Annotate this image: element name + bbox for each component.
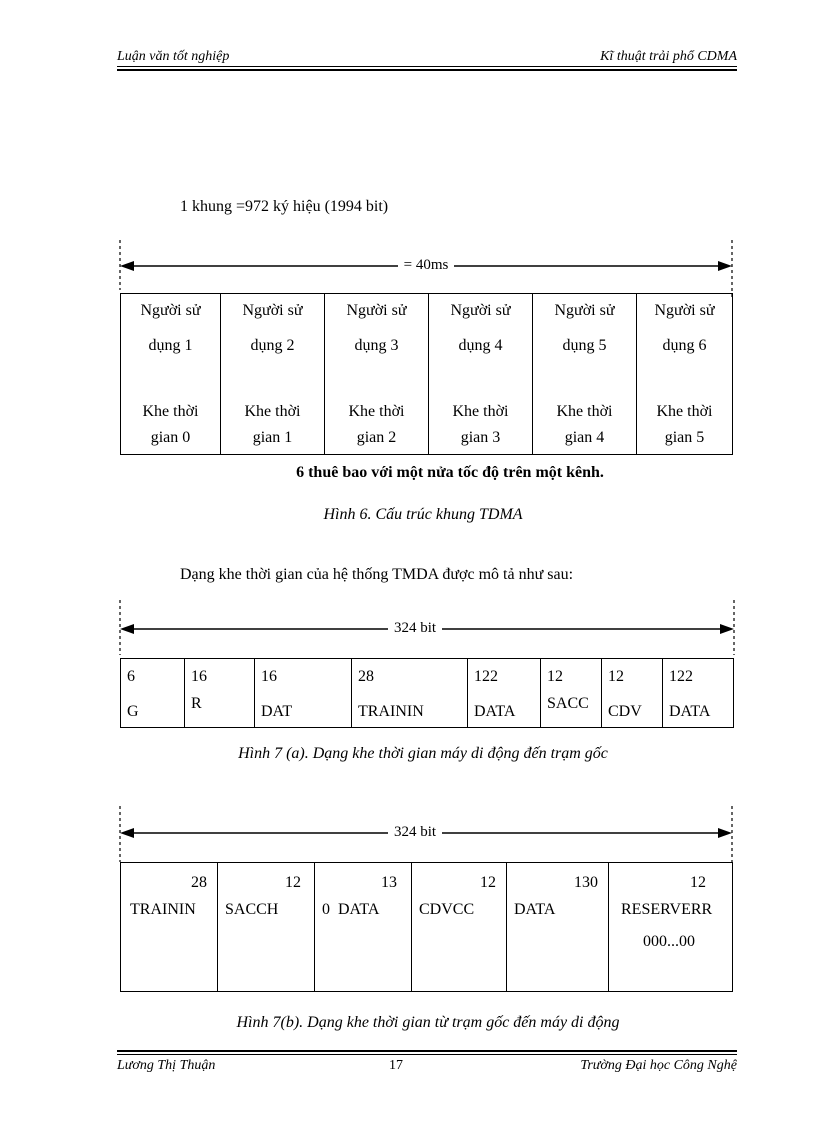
header-rule bbox=[117, 66, 737, 67]
field-cell bbox=[663, 659, 733, 727]
footer-rule-thick bbox=[117, 1050, 737, 1052]
field-name: DATA bbox=[474, 703, 516, 720]
user-label: dụng 5 bbox=[562, 337, 607, 354]
field-cell bbox=[541, 659, 602, 727]
field-bits: 13 bbox=[381, 874, 397, 891]
fig6-note: 6 thuê bao với một nửa tốc độ trên một kênh. bbox=[296, 464, 604, 481]
fig7a-frame bbox=[120, 658, 734, 728]
field-cell bbox=[412, 863, 507, 991]
footer-author: Lương Thị Thuận bbox=[117, 1058, 216, 1073]
paragraph: Dạng khe thời gian của hệ thống TMDA được mô tả như sau: bbox=[180, 566, 574, 583]
field-name: DATA bbox=[514, 901, 556, 918]
fig7a-caption: Hình 7 (a). Dạng khe thời gian máy di động đến trạm gốc bbox=[238, 745, 608, 762]
field-cell bbox=[121, 863, 218, 991]
user-label: dụng 3 bbox=[354, 337, 399, 354]
field-bits: 12 bbox=[285, 874, 301, 891]
field-bits: 16 bbox=[191, 668, 207, 685]
field-cell bbox=[602, 659, 663, 727]
time-slot-cell bbox=[637, 294, 732, 454]
field-bits: 122 bbox=[669, 668, 693, 685]
time-slot-cell bbox=[429, 294, 533, 454]
frame-description: 1 khung =972 ký hiệu (1994 bit) bbox=[180, 198, 389, 215]
user-label: Người sử bbox=[242, 302, 303, 319]
field-bits: 122 bbox=[474, 668, 498, 685]
user-label: Người sử bbox=[554, 302, 615, 319]
field-bits: 12 bbox=[480, 874, 496, 891]
field-name: SACC bbox=[547, 695, 589, 712]
field-name: G bbox=[127, 703, 139, 720]
slot-label: Khe thời bbox=[244, 403, 301, 420]
header-right: Kĩ thuật trải phổ CDMA bbox=[600, 49, 737, 64]
fig7b-frame bbox=[120, 862, 733, 992]
fig7b-caption: Hình 7(b). Dạng khe thời gian từ trạm gốc đến máy di động bbox=[236, 1014, 620, 1031]
slot-label: Khe thời bbox=[452, 403, 509, 420]
field-bits: 28 bbox=[358, 668, 374, 685]
user-label: Người sử bbox=[140, 302, 201, 319]
field-bits: 130 bbox=[574, 874, 598, 891]
field-cell bbox=[121, 659, 185, 727]
user-label: Người sử bbox=[346, 302, 407, 319]
slot-label: Khe thời bbox=[142, 403, 199, 420]
field-cell bbox=[185, 659, 255, 727]
slot-label: gian 0 bbox=[150, 429, 191, 446]
user-label: dụng 6 bbox=[662, 337, 707, 354]
time-slot-cell bbox=[533, 294, 637, 454]
field-bits: 12 bbox=[690, 874, 706, 891]
field-cell bbox=[609, 863, 732, 991]
field-name: DATA bbox=[669, 703, 711, 720]
slot-label: gian 5 bbox=[664, 429, 705, 446]
field-bits: 12 bbox=[608, 668, 624, 685]
field-name: TRAININ bbox=[130, 901, 196, 918]
user-label: Người sử bbox=[654, 302, 715, 319]
field-extra: 000...00 bbox=[643, 933, 695, 950]
field-name: CDV bbox=[608, 703, 642, 720]
time-slot-cell bbox=[121, 294, 221, 454]
slot-label: gian 2 bbox=[356, 429, 397, 446]
slot-label: gian 3 bbox=[460, 429, 501, 446]
field-bits: 28 bbox=[191, 874, 207, 891]
user-label: dụng 2 bbox=[250, 337, 295, 354]
footer-rule bbox=[117, 1054, 737, 1055]
field-name: R bbox=[191, 695, 202, 712]
field-bits: 16 bbox=[261, 668, 277, 685]
field-bits: 12 bbox=[547, 668, 563, 685]
header-left: Luận văn tốt nghiệp bbox=[117, 49, 230, 64]
slot-label: Khe thời bbox=[556, 403, 613, 420]
fig6-frame bbox=[120, 293, 733, 455]
page-number: 17 bbox=[389, 1058, 403, 1073]
fig7a-dimension-label: 324 bit bbox=[388, 620, 442, 636]
field-cell bbox=[468, 659, 541, 727]
slot-label: Khe thời bbox=[656, 403, 713, 420]
fig6-caption: Hình 6. Cấu trúc khung TDMA bbox=[323, 506, 523, 523]
field-cell bbox=[352, 659, 468, 727]
field-cell bbox=[507, 863, 609, 991]
user-label: Người sử bbox=[450, 302, 511, 319]
field-name: CDVCC bbox=[419, 901, 475, 918]
field-name: SACCH bbox=[225, 901, 279, 918]
time-slot-cell bbox=[221, 294, 325, 454]
field-bits: 6 bbox=[127, 668, 135, 685]
header-rule-thick bbox=[117, 69, 737, 71]
field-name: 0 DATA bbox=[322, 901, 380, 918]
slot-label: Khe thời bbox=[348, 403, 405, 420]
slot-label: gian 4 bbox=[564, 429, 605, 446]
user-label: dụng 4 bbox=[458, 337, 503, 354]
footer-school: Trường Đại học Công Nghệ bbox=[580, 1058, 737, 1073]
field-name: TRAININ bbox=[358, 703, 424, 720]
user-label: dụng 1 bbox=[148, 337, 193, 354]
field-name: RESERVERR bbox=[621, 901, 713, 918]
fig7b-dimension-label: 324 bit bbox=[388, 824, 442, 840]
field-name: DAT bbox=[261, 703, 293, 720]
field-cell bbox=[255, 659, 352, 727]
field-cell bbox=[315, 863, 412, 991]
slot-label: gian 1 bbox=[252, 429, 293, 446]
time-slot-cell bbox=[325, 294, 429, 454]
fig6-dimension-label: = 40ms bbox=[398, 257, 455, 273]
field-cell bbox=[218, 863, 315, 991]
